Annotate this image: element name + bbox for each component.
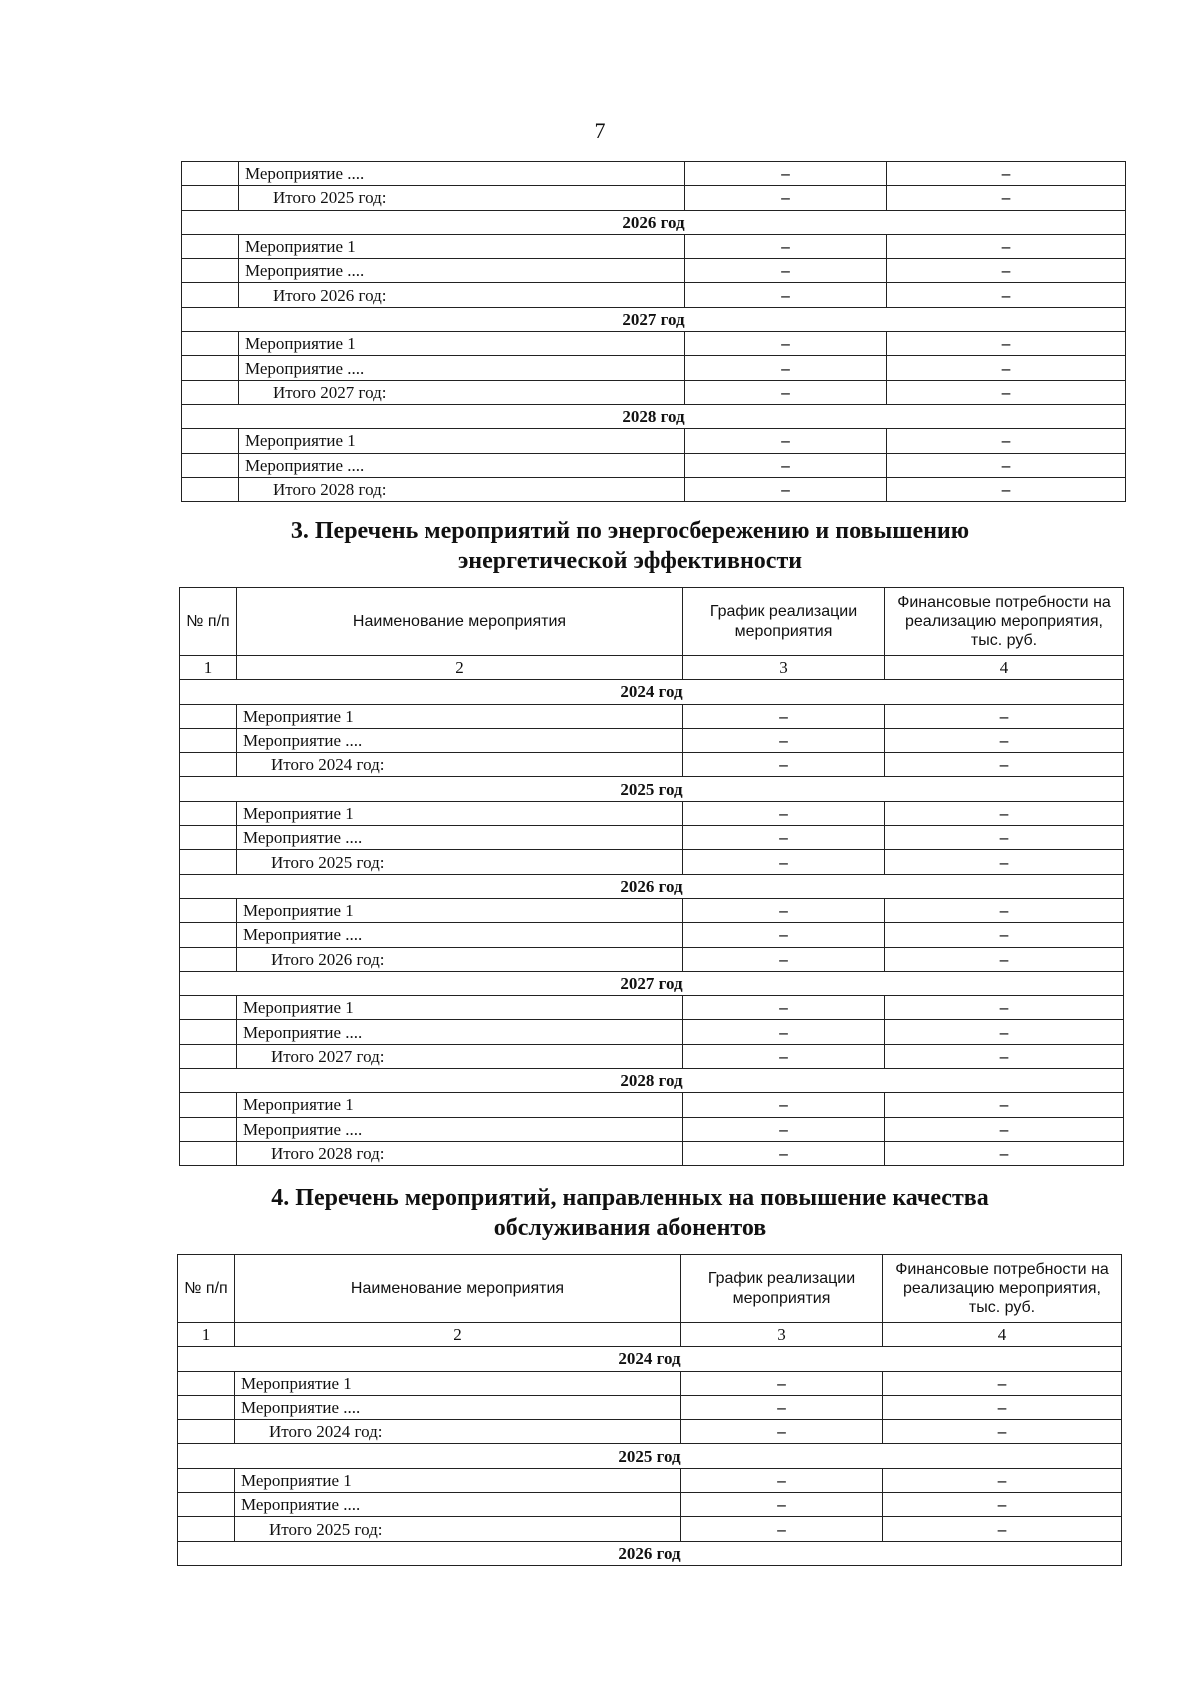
section-4-title-line1: 4. Перечень мероприятий, направленных на повышение качества — [271, 1185, 989, 1211]
schedule-value: – — [685, 380, 887, 404]
schedule-value: – — [683, 704, 885, 728]
finance-value: – — [885, 753, 1124, 777]
table-row — [182, 259, 1126, 283]
schedule-value: – — [683, 850, 885, 874]
measure-name: Мероприятие .... — [235, 1395, 681, 1419]
measure-name: Мероприятие 1 — [239, 332, 685, 356]
row-number — [178, 1395, 235, 1419]
table-row — [182, 162, 1126, 186]
schedule-value: – — [683, 947, 885, 971]
year-row — [178, 1444, 1122, 1468]
schedule-value: – — [681, 1395, 883, 1419]
column-number-row — [180, 656, 1124, 680]
row-number — [180, 753, 237, 777]
measure-name: Мероприятие 1 — [235, 1468, 681, 1492]
year-row — [180, 1069, 1124, 1093]
table-row — [180, 1020, 1124, 1044]
schedule-value: – — [683, 996, 885, 1020]
row-number — [180, 923, 237, 947]
year-row — [182, 307, 1126, 331]
finance-value: – — [887, 477, 1126, 501]
year-row — [182, 210, 1126, 234]
finance-value: – — [885, 728, 1124, 752]
finance-value: – — [883, 1517, 1122, 1541]
column-number: 2 — [235, 1323, 681, 1347]
row-number — [180, 1093, 237, 1117]
table-header-row — [180, 588, 1124, 656]
schedule-value: – — [681, 1493, 883, 1517]
total-row — [180, 947, 1124, 971]
schedule-value: – — [683, 1093, 885, 1117]
finance-value: – — [883, 1371, 1122, 1395]
row-number — [180, 1020, 237, 1044]
row-number — [182, 356, 239, 380]
energy-saving-measures-table — [179, 587, 1124, 1166]
schedule-value: – — [685, 259, 887, 283]
table-row — [180, 728, 1124, 752]
total-row — [182, 380, 1126, 404]
schedule-value: – — [683, 801, 885, 825]
finance-value: – — [883, 1493, 1122, 1517]
header-finance: Финансовые потребности на реализацию мероприятия, тыс. руб. — [885, 588, 1124, 656]
column-number: 1 — [178, 1323, 235, 1347]
measure-name: Мероприятие .... — [237, 826, 683, 850]
year-label: 2028 год — [182, 404, 1126, 428]
section-3-title-line2: энергетической эффективности — [457, 548, 803, 574]
finance-value: – — [887, 259, 1126, 283]
service-quality-measures-table — [177, 1254, 1122, 1566]
column-number: 3 — [681, 1323, 883, 1347]
table-row — [178, 1468, 1122, 1492]
measure-name: Мероприятие 1 — [237, 898, 683, 922]
measure-name: Итого 2026 год: — [239, 283, 685, 307]
column-number: 4 — [885, 656, 1124, 680]
year-label: 2026 год — [180, 874, 1124, 898]
schedule-value: – — [685, 429, 887, 453]
row-number — [180, 826, 237, 850]
table-row — [180, 1093, 1124, 1117]
measure-name: Мероприятие 1 — [237, 996, 683, 1020]
table-row — [180, 996, 1124, 1020]
measure-name: Мероприятие 1 — [239, 234, 685, 258]
table-row — [178, 1371, 1122, 1395]
table-row — [180, 801, 1124, 825]
table-row — [182, 453, 1126, 477]
row-number — [182, 162, 239, 186]
table-row — [182, 429, 1126, 453]
finance-value: – — [887, 356, 1126, 380]
total-row — [182, 477, 1126, 501]
row-number — [178, 1517, 235, 1541]
finance-value: – — [885, 996, 1124, 1020]
year-label: 2026 год — [178, 1541, 1122, 1565]
total-row — [180, 850, 1124, 874]
schedule-value: – — [683, 826, 885, 850]
schedule-value: – — [683, 1044, 885, 1068]
measure-name: Мероприятие 1 — [237, 1093, 683, 1117]
column-number: 3 — [683, 656, 885, 680]
year-row — [180, 777, 1124, 801]
measure-name: Мероприятие .... — [239, 453, 685, 477]
header-schedule: График реализации мероприятия — [683, 588, 885, 656]
row-number — [178, 1493, 235, 1517]
measure-name: Итого 2024 год: — [237, 753, 683, 777]
total-row — [180, 753, 1124, 777]
finance-value: – — [887, 186, 1126, 210]
table-row — [182, 332, 1126, 356]
finance-value: – — [887, 283, 1126, 307]
row-number — [180, 704, 237, 728]
table-row — [180, 1117, 1124, 1141]
year-row — [178, 1347, 1122, 1371]
row-number — [182, 283, 239, 307]
measure-name: Итого 2027 год: — [239, 380, 685, 404]
column-number-row — [178, 1323, 1122, 1347]
schedule-value: – — [683, 753, 885, 777]
finance-value: – — [885, 898, 1124, 922]
year-label: 2027 год — [182, 307, 1126, 331]
row-number — [180, 1117, 237, 1141]
row-number — [182, 186, 239, 210]
table-header-row — [178, 1255, 1122, 1323]
schedule-value: – — [681, 1517, 883, 1541]
table-row — [180, 898, 1124, 922]
measure-name: Итого 2025 год: — [239, 186, 685, 210]
row-number — [180, 1044, 237, 1068]
schedule-value: – — [685, 162, 887, 186]
schedule-value: – — [683, 1020, 885, 1044]
section-4-title-line2: обслуживания абонентов — [493, 1215, 767, 1241]
schedule-value: – — [683, 923, 885, 947]
measure-name: Итого 2025 год: — [235, 1517, 681, 1541]
page-number: 7 — [594, 118, 606, 143]
row-number — [182, 380, 239, 404]
row-number — [180, 1141, 237, 1165]
table-row — [178, 1493, 1122, 1517]
header-name: Наименование мероприятия — [237, 588, 683, 656]
schedule-value: – — [685, 477, 887, 501]
finance-value: – — [885, 704, 1124, 728]
row-number — [182, 477, 239, 501]
finance-value: – — [887, 453, 1126, 477]
schedule-value: – — [685, 186, 887, 210]
measure-name: Итого 2027 год: — [237, 1044, 683, 1068]
column-number: 4 — [883, 1323, 1122, 1347]
row-number — [182, 259, 239, 283]
schedule-value: – — [683, 898, 885, 922]
schedule-value: – — [681, 1468, 883, 1492]
measure-name: Мероприятие .... — [237, 923, 683, 947]
measure-name: Итого 2028 год: — [239, 477, 685, 501]
row-number — [180, 898, 237, 922]
year-row — [180, 971, 1124, 995]
header-schedule: График реализации мероприятия — [681, 1255, 883, 1323]
year-label: 2025 год — [180, 777, 1124, 801]
total-row — [180, 1044, 1124, 1068]
row-number — [180, 801, 237, 825]
finance-value: – — [887, 234, 1126, 258]
finance-value: – — [887, 162, 1126, 186]
measure-name: Мероприятие .... — [239, 259, 685, 283]
measure-name: Мероприятие 1 — [237, 704, 683, 728]
finance-value: – — [885, 947, 1124, 971]
table-row — [178, 1395, 1122, 1419]
total-row — [178, 1420, 1122, 1444]
measure-name: Итого 2024 год: — [235, 1420, 681, 1444]
schedule-value: – — [685, 332, 887, 356]
finance-value: – — [885, 923, 1124, 947]
row-number — [178, 1468, 235, 1492]
measure-name: Мероприятие 1 — [239, 429, 685, 453]
schedule-value: – — [685, 234, 887, 258]
measure-name: Мероприятие .... — [237, 1020, 683, 1044]
measures-table-continued — [181, 161, 1126, 502]
finance-value: – — [885, 1117, 1124, 1141]
total-row — [178, 1517, 1122, 1541]
finance-value: – — [883, 1395, 1122, 1419]
year-row — [178, 1541, 1122, 1565]
row-number — [182, 332, 239, 356]
measure-name: Мероприятие .... — [239, 162, 685, 186]
finance-value: – — [887, 380, 1126, 404]
schedule-value: – — [681, 1371, 883, 1395]
measure-name: Мероприятие 1 — [237, 801, 683, 825]
schedule-value: – — [683, 1141, 885, 1165]
total-row — [180, 1141, 1124, 1165]
schedule-value: – — [683, 1117, 885, 1141]
total-row — [182, 186, 1126, 210]
table-row — [180, 704, 1124, 728]
row-number — [182, 453, 239, 477]
finance-value: – — [885, 1020, 1124, 1044]
measure-name: Итого 2026 год: — [237, 947, 683, 971]
header-name: Наименование мероприятия — [235, 1255, 681, 1323]
schedule-value: – — [685, 453, 887, 477]
finance-value: – — [885, 1141, 1124, 1165]
measure-name: Мероприятие .... — [235, 1493, 681, 1517]
year-row — [180, 874, 1124, 898]
measure-name: Итого 2028 год: — [237, 1141, 683, 1165]
table-row — [180, 826, 1124, 850]
measure-name: Мероприятие .... — [237, 1117, 683, 1141]
year-label: 2028 год — [180, 1069, 1124, 1093]
row-number — [178, 1420, 235, 1444]
year-label: 2025 год — [178, 1444, 1122, 1468]
total-row — [182, 283, 1126, 307]
header-finance: Финансовые потребности на реализацию мероприятия, тыс. руб. — [883, 1255, 1122, 1323]
row-number — [178, 1371, 235, 1395]
schedule-value: – — [685, 356, 887, 380]
finance-value: – — [883, 1468, 1122, 1492]
year-label: 2026 год — [182, 210, 1126, 234]
header-num: № п/п — [178, 1255, 235, 1323]
measure-name: Итого 2025 год: — [237, 850, 683, 874]
section-3-title-line1: 3. Перечень мероприятий по энергосбережению и повышению — [290, 518, 970, 544]
header-num: № п/п — [180, 588, 237, 656]
year-label: 2024 год — [180, 680, 1124, 704]
finance-value: – — [885, 1093, 1124, 1117]
year-row — [180, 680, 1124, 704]
section-4-title — [160, 1183, 1100, 1243]
year-label: 2027 год — [180, 971, 1124, 995]
section-3-title — [160, 516, 1100, 576]
finance-value: – — [885, 850, 1124, 874]
row-number — [180, 947, 237, 971]
table-row — [182, 356, 1126, 380]
table-row — [180, 923, 1124, 947]
row-number — [182, 429, 239, 453]
finance-value: – — [887, 429, 1126, 453]
measure-name: Мероприятие 1 — [235, 1371, 681, 1395]
schedule-value: – — [683, 728, 885, 752]
schedule-value: – — [681, 1420, 883, 1444]
finance-value: – — [885, 801, 1124, 825]
measure-name: Мероприятие .... — [237, 728, 683, 752]
row-number — [182, 234, 239, 258]
schedule-value: – — [685, 283, 887, 307]
year-row — [182, 404, 1126, 428]
measure-name: Мероприятие .... — [239, 356, 685, 380]
finance-value: – — [887, 332, 1126, 356]
column-number: 2 — [237, 656, 683, 680]
column-number: 1 — [180, 656, 237, 680]
row-number — [180, 850, 237, 874]
row-number — [180, 728, 237, 752]
finance-value: – — [883, 1420, 1122, 1444]
row-number — [180, 996, 237, 1020]
table-row — [182, 234, 1126, 258]
finance-value: – — [885, 826, 1124, 850]
year-label: 2024 год — [178, 1347, 1122, 1371]
finance-value: – — [885, 1044, 1124, 1068]
